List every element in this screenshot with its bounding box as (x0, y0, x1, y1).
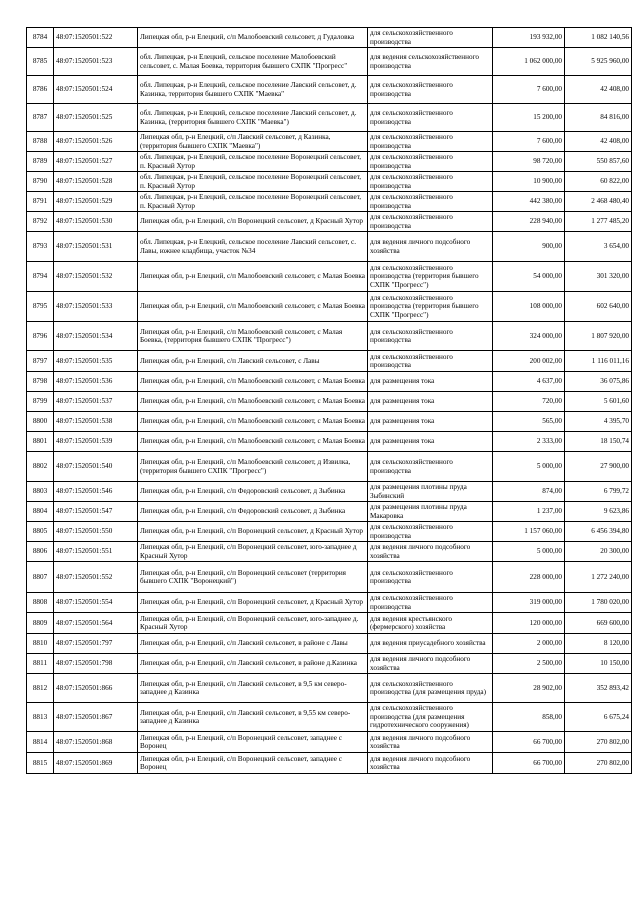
cadastral-value-cell: 2 468 480,40 (565, 192, 632, 212)
permitted-use-cell: для сельскохозяйственного производства (368, 152, 493, 172)
cadastral-number-cell: 48:07:1520501:522 (54, 28, 138, 48)
address-cell: обл. Липецкая, р-н Елецкий, сельское поселение Лавский сельсовет, с. Лавы, южнее кладбища, участок №34 (138, 232, 368, 262)
address-cell: Липецкая обл, р-н Елецкий, с/п Федоровский сельсовет, д Зыбинка (138, 482, 368, 502)
table-row (27, 753, 632, 774)
permitted-use-cell: для размещения тока (368, 372, 493, 392)
table-row (27, 562, 632, 593)
row-number-cell: 8789 (27, 152, 54, 172)
cadastral-number-cell: 48:07:1520501:524 (54, 76, 138, 104)
row-number-cell: 8800 (27, 412, 54, 432)
cadastral-value-cell: 36 075,86 (565, 372, 632, 392)
permitted-use-cell: для размещения тока (368, 412, 493, 432)
row-number-cell: 8804 (27, 502, 54, 522)
area-cell: 1 237,00 (493, 502, 565, 522)
area-cell: 442 380,00 (493, 192, 565, 212)
table-row (27, 48, 632, 76)
address-cell: Липецкая обл, р-н Елецкий, с/п Лавский сельсовет, в 9,55 км северо-западнее д Казинка (138, 703, 368, 732)
permitted-use-cell: для сельскохозяйственного производства (368, 104, 493, 132)
area-cell: 193 932,00 (493, 28, 565, 48)
permitted-use-cell: для сельскохозяйственного производства (368, 351, 493, 372)
cadastral-value-cell: 5 601,60 (565, 392, 632, 412)
area-cell: 319 000,00 (493, 593, 565, 613)
row-number-cell: 8814 (27, 732, 54, 753)
permitted-use-cell: для сельскохозяйственного производства (для размещения пруда) (368, 674, 493, 703)
area-cell: 54 000,00 (493, 262, 565, 292)
address-cell: Липецкая обл, р-н Елецкий, с/п Малобоевский сельсовет, с Малая Боевка (138, 292, 368, 322)
address-cell: Липецкая обл, р-н Елецкий, с/п Лавский сельсовет, с Лавы (138, 351, 368, 372)
address-cell: Липецкая обл, р-н Елецкий, с/п Малобоевский сельсовет, с Малая Боевка (138, 262, 368, 292)
table-row (27, 262, 632, 292)
cadastral-number-cell: 48:07:1520501:868 (54, 732, 138, 753)
row-number-cell: 8794 (27, 262, 54, 292)
area-cell: 7 600,00 (493, 132, 565, 152)
address-cell: обл. Липецкая, р-н Елецкий, сельское поселение Воронецкий сельсовет, п. Красный Хутор (138, 192, 368, 212)
land-plots-table (26, 27, 632, 774)
area-cell: 720,00 (493, 392, 565, 412)
cadastral-number-cell: 48:07:1520501:535 (54, 351, 138, 372)
row-number-cell: 8808 (27, 593, 54, 613)
address-cell: Липецкая обл, р-н Елецкий, с/п Лавский сельсовет, в 9,5 км северо-западнее д Казинка (138, 674, 368, 703)
cadastral-value-cell: 42 408,00 (565, 132, 632, 152)
row-number-cell: 8805 (27, 522, 54, 542)
table-row (27, 76, 632, 104)
table-row (27, 613, 632, 634)
address-cell: Липецкая обл, р-н Елецкий, с/п Воронецкий сельсовет, юго-западнее д Красный Хутор (138, 542, 368, 562)
table-row (27, 232, 632, 262)
permitted-use-cell: для сельскохозяйственного производства (368, 452, 493, 482)
area-cell: 10 900,00 (493, 172, 565, 192)
address-cell: обл. Липецкая, р-н Елецкий, сельское поселение Воронецкий сельсовет, п. Красный Хутор (138, 152, 368, 172)
table-row (27, 432, 632, 452)
permitted-use-cell: для сельскохозяйственного производства (368, 76, 493, 104)
area-cell: 108 000,00 (493, 292, 565, 322)
table-row (27, 192, 632, 212)
cadastral-number-cell: 48:07:1520501:552 (54, 562, 138, 593)
row-number-cell: 8803 (27, 482, 54, 502)
permitted-use-cell: для размещения плотины пруда Макаровка (368, 502, 493, 522)
cadastral-number-cell: 48:07:1520501:534 (54, 322, 138, 351)
table-body (27, 28, 632, 774)
cadastral-number-cell: 48:07:1520501:528 (54, 172, 138, 192)
area-cell: 1 157 060,00 (493, 522, 565, 542)
cadastral-value-cell: 602 640,00 (565, 292, 632, 322)
cadastral-value-cell: 6 456 394,80 (565, 522, 632, 542)
permitted-use-cell: для сельскохозяйственного производства (территория бывшего СХПК "Прогресс") (368, 292, 493, 322)
row-number-cell: 8793 (27, 232, 54, 262)
cadastral-value-cell: 1 780 020,00 (565, 593, 632, 613)
permitted-use-cell: для ведения личного подсобного хозяйства (368, 732, 493, 753)
row-number-cell: 8795 (27, 292, 54, 322)
row-number-cell: 8812 (27, 674, 54, 703)
cadastral-number-cell: 48:07:1520501:551 (54, 542, 138, 562)
table-row (27, 703, 632, 732)
table-row (27, 132, 632, 152)
address-cell: Липецкая обл, р-н Елецкий, с/п Лавский сельсовет, д Казинка, (территория бывшего СХПК "Маевка") (138, 132, 368, 152)
cadastral-value-cell: 1 116 011,16 (565, 351, 632, 372)
area-cell: 98 720,00 (493, 152, 565, 172)
cadastral-number-cell: 48:07:1520501:532 (54, 262, 138, 292)
address-cell: Липецкая обл, р-н Елецкий, с/п Лавский сельсовет, в районе с Лавы (138, 634, 368, 654)
row-number-cell: 8784 (27, 28, 54, 48)
cadastral-number-cell: 48:07:1520501:526 (54, 132, 138, 152)
cadastral-value-cell: 4 395,70 (565, 412, 632, 432)
cadastral-value-cell: 1 807 920,00 (565, 322, 632, 351)
permitted-use-cell: для сельскохозяйственного производства (368, 192, 493, 212)
cadastral-value-cell: 10 150,00 (565, 654, 632, 674)
cadastral-value-cell: 1 277 485,20 (565, 212, 632, 232)
table-row (27, 322, 632, 351)
permitted-use-cell: для сельскохозяйственного производства (368, 212, 493, 232)
table-row (27, 152, 632, 172)
area-cell: 120 000,00 (493, 613, 565, 634)
row-number-cell: 8798 (27, 372, 54, 392)
permitted-use-cell: для ведения личного подсобного хозяйства (368, 753, 493, 774)
cadastral-number-cell: 48:07:1520501:564 (54, 613, 138, 634)
table-row (27, 351, 632, 372)
area-cell: 4 637,00 (493, 372, 565, 392)
address-cell: Липецкая обл, р-н Елецкий, с/п Малобоевский сельсовет, с Малая Боевка (138, 412, 368, 432)
cadastral-value-cell: 669 600,00 (565, 613, 632, 634)
row-number-cell: 8801 (27, 432, 54, 452)
cadastral-number-cell: 48:07:1520501:538 (54, 412, 138, 432)
permitted-use-cell: для ведения личного подсобного хозяйства (368, 542, 493, 562)
address-cell: Липецкая обл, р-н Елецкий, с/п Воронецкий сельсовет, д Красный Хутор (138, 522, 368, 542)
row-number-cell: 8813 (27, 703, 54, 732)
area-cell: 228 940,00 (493, 212, 565, 232)
area-cell: 900,00 (493, 232, 565, 262)
row-number-cell: 8785 (27, 48, 54, 76)
address-cell: обл. Липецкая, р-н Елецкий, сельское поселение Лавский сельсовет, д. Казинка, (территория бывшего СХПК "Маевка") (138, 104, 368, 132)
cadastral-value-cell: 20 300,00 (565, 542, 632, 562)
address-cell: Липецкая обл, р-н Елецкий, с/п Малобоевский сельсовет, с Малая Боевка (138, 372, 368, 392)
cadastral-value-cell: 550 857,60 (565, 152, 632, 172)
address-cell: обл. Липецкая, р-н Елецкий, сельское поселение Малобоевский сельсовет, с. Малая Боевка, территория бывшего СХПК "Прогресс" (138, 48, 368, 76)
address-cell: Липецкая обл, р-н Елецкий, с/п Воронецкий сельсовет (территория бывшего СХПК "Воронецкий") (138, 562, 368, 593)
table-row (27, 452, 632, 482)
row-number-cell: 8809 (27, 613, 54, 634)
address-cell: обл. Липецкая, р-н Елецкий, сельское поселение Воронецкий сельсовет, п. Красный Хутор (138, 172, 368, 192)
row-number-cell: 8807 (27, 562, 54, 593)
permitted-use-cell: для ведения сельскохозяйственного производства (368, 48, 493, 76)
table-row (27, 502, 632, 522)
table-row (27, 634, 632, 654)
row-number-cell: 8797 (27, 351, 54, 372)
address-cell: Липецкая обл, р-н Елецкий, с/п Воронецкий сельсовет, д Красный Хутор (138, 593, 368, 613)
address-cell: Липецкая обл, р-н Елецкий, с/п Воронецкий сельсовет, западнее с Воронец (138, 732, 368, 753)
table-row (27, 172, 632, 192)
table-row (27, 212, 632, 232)
cadastral-value-cell: 6 675,24 (565, 703, 632, 732)
area-cell: 2 333,00 (493, 432, 565, 452)
area-cell: 858,00 (493, 703, 565, 732)
permitted-use-cell: для сельскохозяйственного производства (368, 172, 493, 192)
cadastral-value-cell: 1 272 240,00 (565, 562, 632, 593)
cadastral-number-cell: 48:07:1520501:539 (54, 432, 138, 452)
area-cell: 7 600,00 (493, 76, 565, 104)
cadastral-number-cell: 48:07:1520501:866 (54, 674, 138, 703)
table-row (27, 654, 632, 674)
row-number-cell: 8810 (27, 634, 54, 654)
table-row (27, 292, 632, 322)
table-row (27, 412, 632, 432)
permitted-use-cell: для сельскохозяйственного производства (368, 593, 493, 613)
table-row (27, 674, 632, 703)
cadastral-number-cell: 48:07:1520501:536 (54, 372, 138, 392)
table-row (27, 542, 632, 562)
area-cell: 2 000,00 (493, 634, 565, 654)
row-number-cell: 8788 (27, 132, 54, 152)
cadastral-number-cell: 48:07:1520501:869 (54, 753, 138, 774)
row-number-cell: 8787 (27, 104, 54, 132)
permitted-use-cell: для размещения тока (368, 432, 493, 452)
permitted-use-cell: для ведения крестьянского (фермерского) хозяйства (368, 613, 493, 634)
cadastral-value-cell: 18 150,74 (565, 432, 632, 452)
cadastral-number-cell: 48:07:1520501:797 (54, 634, 138, 654)
permitted-use-cell: для ведения личного подсобного хозяйства (368, 654, 493, 674)
address-cell: Липецкая обл, р-н Елецкий, с/п Малобоевский сельсовет, с Малая Боевка (138, 432, 368, 452)
address-cell: обл. Липецкая, р-н Елецкий, сельское поселение Лавский сельсовет, д. Казинка, территория бывшего СХПК "Маевка" (138, 76, 368, 104)
cadastral-number-cell: 48:07:1520501:531 (54, 232, 138, 262)
table-row (27, 372, 632, 392)
cadastral-value-cell: 270 802,00 (565, 732, 632, 753)
permitted-use-cell: для сельскохозяйственного производства (для размещения гидротехнического сооружения) (368, 703, 493, 732)
area-cell: 66 700,00 (493, 732, 565, 753)
cadastral-value-cell: 84 816,00 (565, 104, 632, 132)
cadastral-value-cell: 8 120,00 (565, 634, 632, 654)
cadastral-number-cell: 48:07:1520501:525 (54, 104, 138, 132)
row-number-cell: 8790 (27, 172, 54, 192)
cadastral-number-cell: 48:07:1520501:533 (54, 292, 138, 322)
table-row (27, 522, 632, 542)
cadastral-number-cell: 48:07:1520501:867 (54, 703, 138, 732)
cadastral-number-cell: 48:07:1520501:540 (54, 452, 138, 482)
cadastral-number-cell: 48:07:1520501:547 (54, 502, 138, 522)
permitted-use-cell: для ведения приусадебного хозяйства (368, 634, 493, 654)
cadastral-value-cell: 1 082 140,56 (565, 28, 632, 48)
area-cell: 66 700,00 (493, 753, 565, 774)
table-row (27, 732, 632, 753)
permitted-use-cell: для сельскохозяйственного производства (368, 322, 493, 351)
cadastral-value-cell: 6 799,72 (565, 482, 632, 502)
cadastral-value-cell: 3 654,00 (565, 232, 632, 262)
address-cell: Липецкая обл, р-н Елецкий, с/п Федоровский сельсовет, д Зыбинка (138, 502, 368, 522)
row-number-cell: 8802 (27, 452, 54, 482)
permitted-use-cell: для сельскохозяйственного производства (368, 28, 493, 48)
cadastral-number-cell: 48:07:1520501:546 (54, 482, 138, 502)
permitted-use-cell: для сельскохозяйственного производства (368, 132, 493, 152)
cadastral-number-cell: 48:07:1520501:554 (54, 593, 138, 613)
area-cell: 5 000,00 (493, 542, 565, 562)
table-row (27, 392, 632, 412)
row-number-cell: 8792 (27, 212, 54, 232)
table-row (27, 28, 632, 48)
row-number-cell: 8799 (27, 392, 54, 412)
cadastral-value-cell: 9 623,86 (565, 502, 632, 522)
table-row (27, 104, 632, 132)
cadastral-value-cell: 270 802,00 (565, 753, 632, 774)
row-number-cell: 8796 (27, 322, 54, 351)
cadastral-value-cell: 60 822,00 (565, 172, 632, 192)
area-cell: 200 002,00 (493, 351, 565, 372)
permitted-use-cell: для ведения личного подсобного хозяйства (368, 232, 493, 262)
row-number-cell: 8815 (27, 753, 54, 774)
area-cell: 28 902,00 (493, 674, 565, 703)
cadastral-number-cell: 48:07:1520501:550 (54, 522, 138, 542)
area-cell: 1 062 000,00 (493, 48, 565, 76)
permitted-use-cell: для сельскохозяйственного производства (территория бывшего СХПК "Прогресс") (368, 262, 493, 292)
area-cell: 15 200,00 (493, 104, 565, 132)
address-cell: Липецкая обл, р-н Елецкий, с/п Лавский сельсовет, в районе д.Казинка (138, 654, 368, 674)
permitted-use-cell: для размещения тока (368, 392, 493, 412)
row-number-cell: 8806 (27, 542, 54, 562)
cadastral-number-cell: 48:07:1520501:523 (54, 48, 138, 76)
cadastral-number-cell: 48:07:1520501:537 (54, 392, 138, 412)
permitted-use-cell: для сельскохозяйственного производства (368, 522, 493, 542)
cadastral-value-cell: 5 925 960,00 (565, 48, 632, 76)
cadastral-value-cell: 301 320,00 (565, 262, 632, 292)
cadastral-number-cell: 48:07:1520501:530 (54, 212, 138, 232)
row-number-cell: 8786 (27, 76, 54, 104)
address-cell: Липецкая обл, р-н Елецкий, с/п Малобоевский сельсовет, д Гудаловка (138, 28, 368, 48)
cadastral-number-cell: 48:07:1520501:527 (54, 152, 138, 172)
cadastral-value-cell: 42 408,00 (565, 76, 632, 104)
cadastral-value-cell: 352 893,42 (565, 674, 632, 703)
address-cell: Липецкая обл, р-н Елецкий, с/п Малобоевский сельсовет, д Извилка, (территория бывшего СХПК "Прогресс") (138, 452, 368, 482)
permitted-use-cell: для размещения плотины пруда Зыбинский (368, 482, 493, 502)
address-cell: Липецкая обл, р-н Елецкий, с/п Малобоевский сельсовет, с Малая Боевка (138, 392, 368, 412)
area-cell: 228 000,00 (493, 562, 565, 593)
address-cell: Липецкая обл, р-н Елецкий, с/п Воронецкий сельсовет, юго-западнее д. Красный Хутор (138, 613, 368, 634)
permitted-use-cell: для сельскохозяйственного производства (368, 562, 493, 593)
area-cell: 2 500,00 (493, 654, 565, 674)
area-cell: 5 000,00 (493, 452, 565, 482)
cadastral-number-cell: 48:07:1520501:798 (54, 654, 138, 674)
cadastral-number-cell: 48:07:1520501:529 (54, 192, 138, 212)
row-number-cell: 8791 (27, 192, 54, 212)
table-row (27, 593, 632, 613)
area-cell: 874,00 (493, 482, 565, 502)
table-row (27, 482, 632, 502)
address-cell: Липецкая обл, р-н Елецкий, с/п Малобоевский сельсовет, с Малая Боевка, (территория бывшего СХПК "Прогресс") (138, 322, 368, 351)
address-cell: Липецкая обл, р-н Елецкий, с/п Воронецкий сельсовет, западнее с Воронец (138, 753, 368, 774)
row-number-cell: 8811 (27, 654, 54, 674)
area-cell: 324 000,00 (493, 322, 565, 351)
address-cell: Липецкая обл, р-н Елецкий, с/п Воронецкий сельсовет, д Красный Хутор (138, 212, 368, 232)
cadastral-value-cell: 27 900,00 (565, 452, 632, 482)
area-cell: 565,00 (493, 412, 565, 432)
